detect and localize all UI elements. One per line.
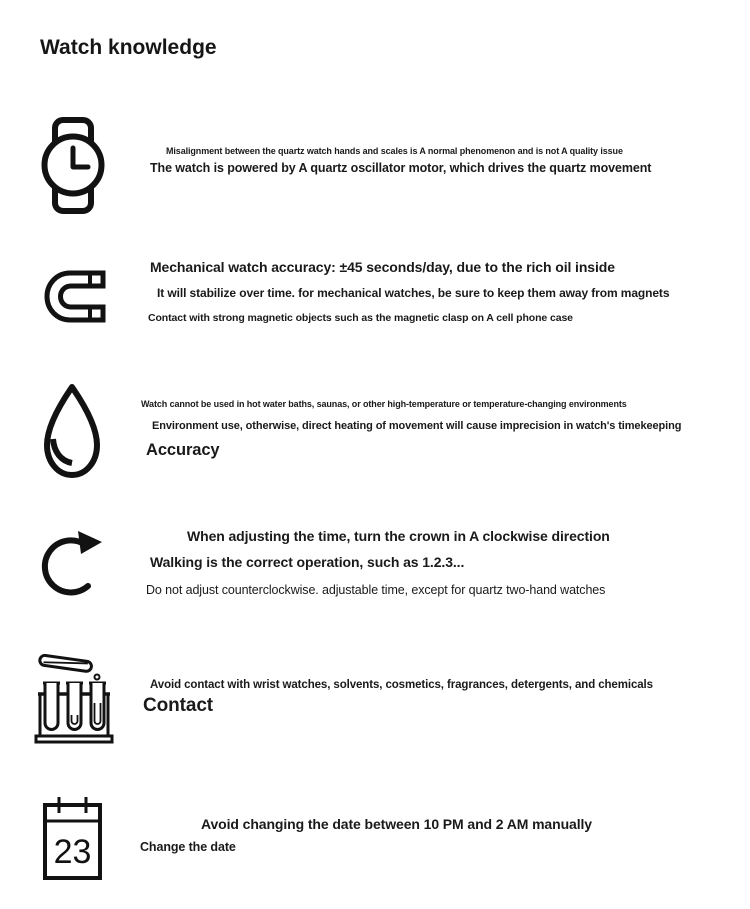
- counterclockwise-warning: Do not adjust counterclockwise. adjustable time, except for quartz two-hand watches: [146, 583, 606, 597]
- movement-note: Misalignment between the quartz watch hands and scales is A normal phenomenon and is not A quality issue: [166, 146, 623, 156]
- magnet-icon: [42, 263, 109, 330]
- calendar-icon: [40, 792, 105, 883]
- environment-note: Environment use, otherwise, direct heating of movement will cause imprecision in watch's timekeeping: [152, 420, 682, 432]
- clockwise-arrow-icon: [40, 519, 107, 608]
- magnet-warning: It will stabilize over time. for mechanical watches, be sure to keep them away from magnets: [157, 286, 670, 300]
- walking-note: Walking is the correct operation, such as 1.2.3...: [150, 554, 465, 570]
- test-tubes-icon: [34, 647, 114, 746]
- change-date-label: Change the date: [140, 840, 236, 854]
- movement-text: The watch is powered by A quartz oscillator motor, which drives the quartz movement: [150, 161, 652, 175]
- accuracy-heading: Accuracy: [146, 441, 220, 459]
- page-title: Watch knowledge: [40, 36, 217, 59]
- chemicals-warning: Avoid contact with wrist watches, solvents, cosmetics, fragrances, detergents, and chemicals: [150, 679, 653, 691]
- accuracy-headline: Mechanical watch accuracy: ±45 seconds/day, due to the rich oil inside: [150, 259, 615, 275]
- watch-icon: [40, 116, 106, 215]
- crown-direction-headline: When adjusting the time, turn the crown in A clockwise direction: [187, 528, 610, 544]
- calendar-day-number: 23: [53, 833, 92, 871]
- contact-heading: Contact: [143, 695, 214, 716]
- magnet-contact-note: Contact with strong magnetic objects such as the magnetic clasp on A cell phone case: [148, 312, 573, 324]
- date-change-warning: Avoid changing the date between 10 PM and 2 AM manually: [201, 816, 592, 832]
- water-drop-icon: [38, 382, 106, 481]
- temperature-warning: Watch cannot be used in hot water baths, saunas, or other high-temperature or temperature-changing environments: [141, 399, 627, 409]
